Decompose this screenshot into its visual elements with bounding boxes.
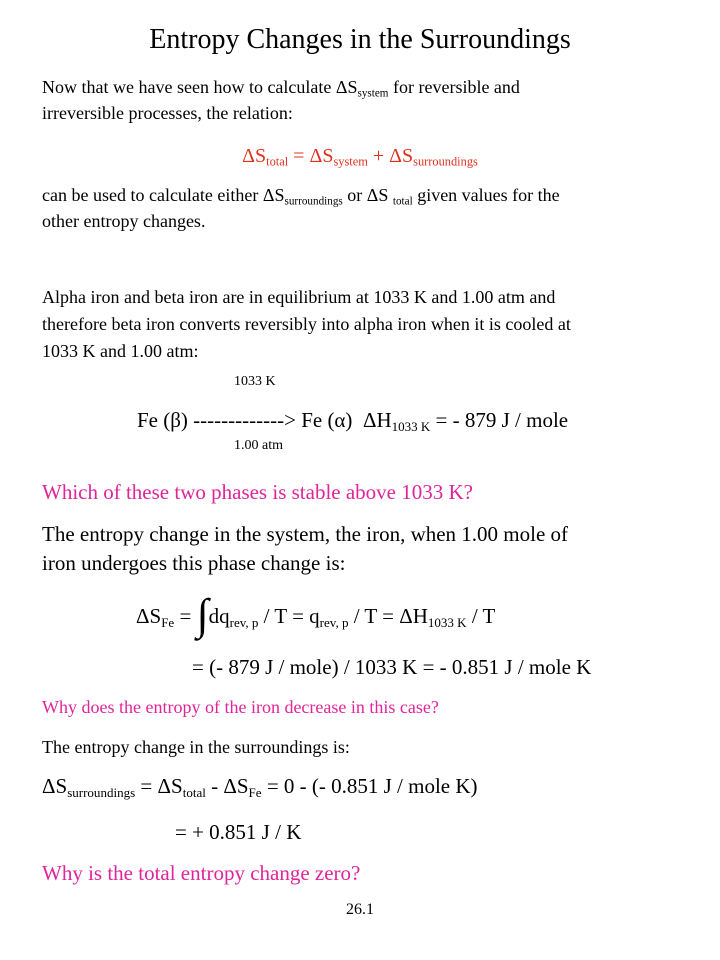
- relation-sub-total: total: [266, 154, 289, 169]
- question-total-zero: Why is the total entropy change zero?: [42, 861, 361, 885]
- intro-text-a: Now that we have seen how to calculate: [42, 77, 336, 97]
- integral-sign: ∫: [196, 590, 209, 639]
- reaction-delta-h-sub: 1033 K: [391, 418, 431, 434]
- intro-line2: irreversible processes, the relation:: [42, 103, 293, 123]
- relation-plus: +: [367, 145, 390, 167]
- intro-text-b: for reversible and: [388, 77, 520, 97]
- equilibrium-line2: therefore beta iron converts reversibly into alpha iron when it is cooled at: [42, 314, 571, 334]
- usage-text-b: given values for the: [412, 185, 560, 205]
- usage-text-a: can be used to calculate either: [42, 185, 263, 205]
- eq3-sub-fe: Fe: [248, 784, 262, 800]
- question-entropy-decrease: Why does the entropy of the iron decrease in this case?: [42, 697, 439, 717]
- reaction-delta-h-value: = - 879 J / mole: [430, 408, 569, 432]
- reaction-arrow: ------------->: [187, 408, 302, 432]
- usage-ds-total: ΔS: [366, 185, 393, 205]
- entropy-equation-surroundings: [42, 772, 478, 800]
- intro-sub-system: system: [357, 87, 389, 100]
- surroundings-intro: The entropy change in the surroundings is:: [42, 737, 350, 757]
- reaction-rhs: Fe (α): [301, 408, 353, 432]
- eq1-delta-s: ΔS: [136, 604, 162, 628]
- eq1-over-t: / T = q: [258, 604, 320, 628]
- eq1-over-t3: / T: [466, 604, 496, 628]
- relation-equals: =: [288, 145, 310, 167]
- eq3-text-a: = ΔS: [135, 774, 183, 798]
- reaction-condition-pressure: 1.00 atm: [234, 438, 283, 453]
- equilibrium-line1: Alpha iron and beta iron are in equilibrium at 1033 K and 1.00 atm and: [42, 287, 556, 307]
- relation-ds-total: ΔS: [242, 145, 267, 167]
- question-stable-phase: Which of these two phases is stable above 1033 K?: [42, 480, 473, 504]
- eq1-over-t2: / T = ΔH: [348, 604, 428, 628]
- eq3-sub-surroundings: surroundings: [67, 784, 136, 800]
- relation-ds-system: ΔS: [309, 145, 334, 167]
- equilibrium-line3: 1033 K and 1.00 atm:: [42, 341, 199, 361]
- reaction-lhs: Fe (β): [137, 408, 188, 432]
- eq1-q-sub: rev, p: [319, 614, 349, 630]
- intro-paragraph: [42, 74, 682, 126]
- eq3-sub-total: total: [182, 784, 206, 800]
- relation-sub-system: system: [333, 154, 368, 169]
- entropy-equation-result: = (- 879 J / mole) / 1033 K = - 0.851 J / mole K: [192, 655, 592, 679]
- entropy-relation: [0, 143, 720, 169]
- usage-sub-surroundings: surroundings: [284, 195, 343, 208]
- eq1-sub-fe: Fe: [161, 614, 175, 630]
- usage-paragraph: [42, 182, 682, 234]
- entropy-surroundings-result: = + 0.851 J / K: [175, 820, 302, 844]
- page-number: 26.1: [346, 901, 374, 918]
- eq3-text-b: - ΔS: [205, 774, 249, 798]
- intro-delta-s: ΔS: [335, 77, 358, 97]
- reaction-delta-h: ΔH: [362, 408, 392, 432]
- equilibrium-paragraph: [42, 284, 692, 365]
- entropy-equation-fe: [136, 590, 496, 639]
- relation-sub-surroundings: surroundings: [413, 154, 478, 169]
- eq1-equals: =: [174, 604, 197, 628]
- system-change-paragraph: [42, 520, 692, 578]
- reaction-condition-temperature: 1033 K: [234, 374, 276, 389]
- system-change-line1: The entropy change in the system, the iron, when 1.00 mole of: [42, 522, 569, 546]
- usage-sub-total: total: [392, 195, 413, 208]
- eq1-dq-sub: rev, p: [229, 614, 259, 630]
- usage-or: or: [342, 185, 367, 205]
- eq3-text-c: = 0 - (- 0.851 J / mole K): [261, 774, 478, 798]
- reaction-equation: [137, 406, 568, 434]
- relation-ds-surroundings: ΔS: [389, 145, 414, 167]
- eq3-delta-s: ΔS: [42, 774, 68, 798]
- usage-line2: other entropy changes.: [42, 211, 206, 231]
- page-title: Entropy Changes in the Surroundings: [149, 24, 571, 55]
- eq1-h-sub: 1033 K: [427, 614, 467, 630]
- eq1-dq: dq: [208, 604, 230, 628]
- system-change-line2: iron undergoes this phase change is:: [42, 551, 346, 575]
- usage-ds-surroundings: ΔS: [262, 185, 285, 205]
